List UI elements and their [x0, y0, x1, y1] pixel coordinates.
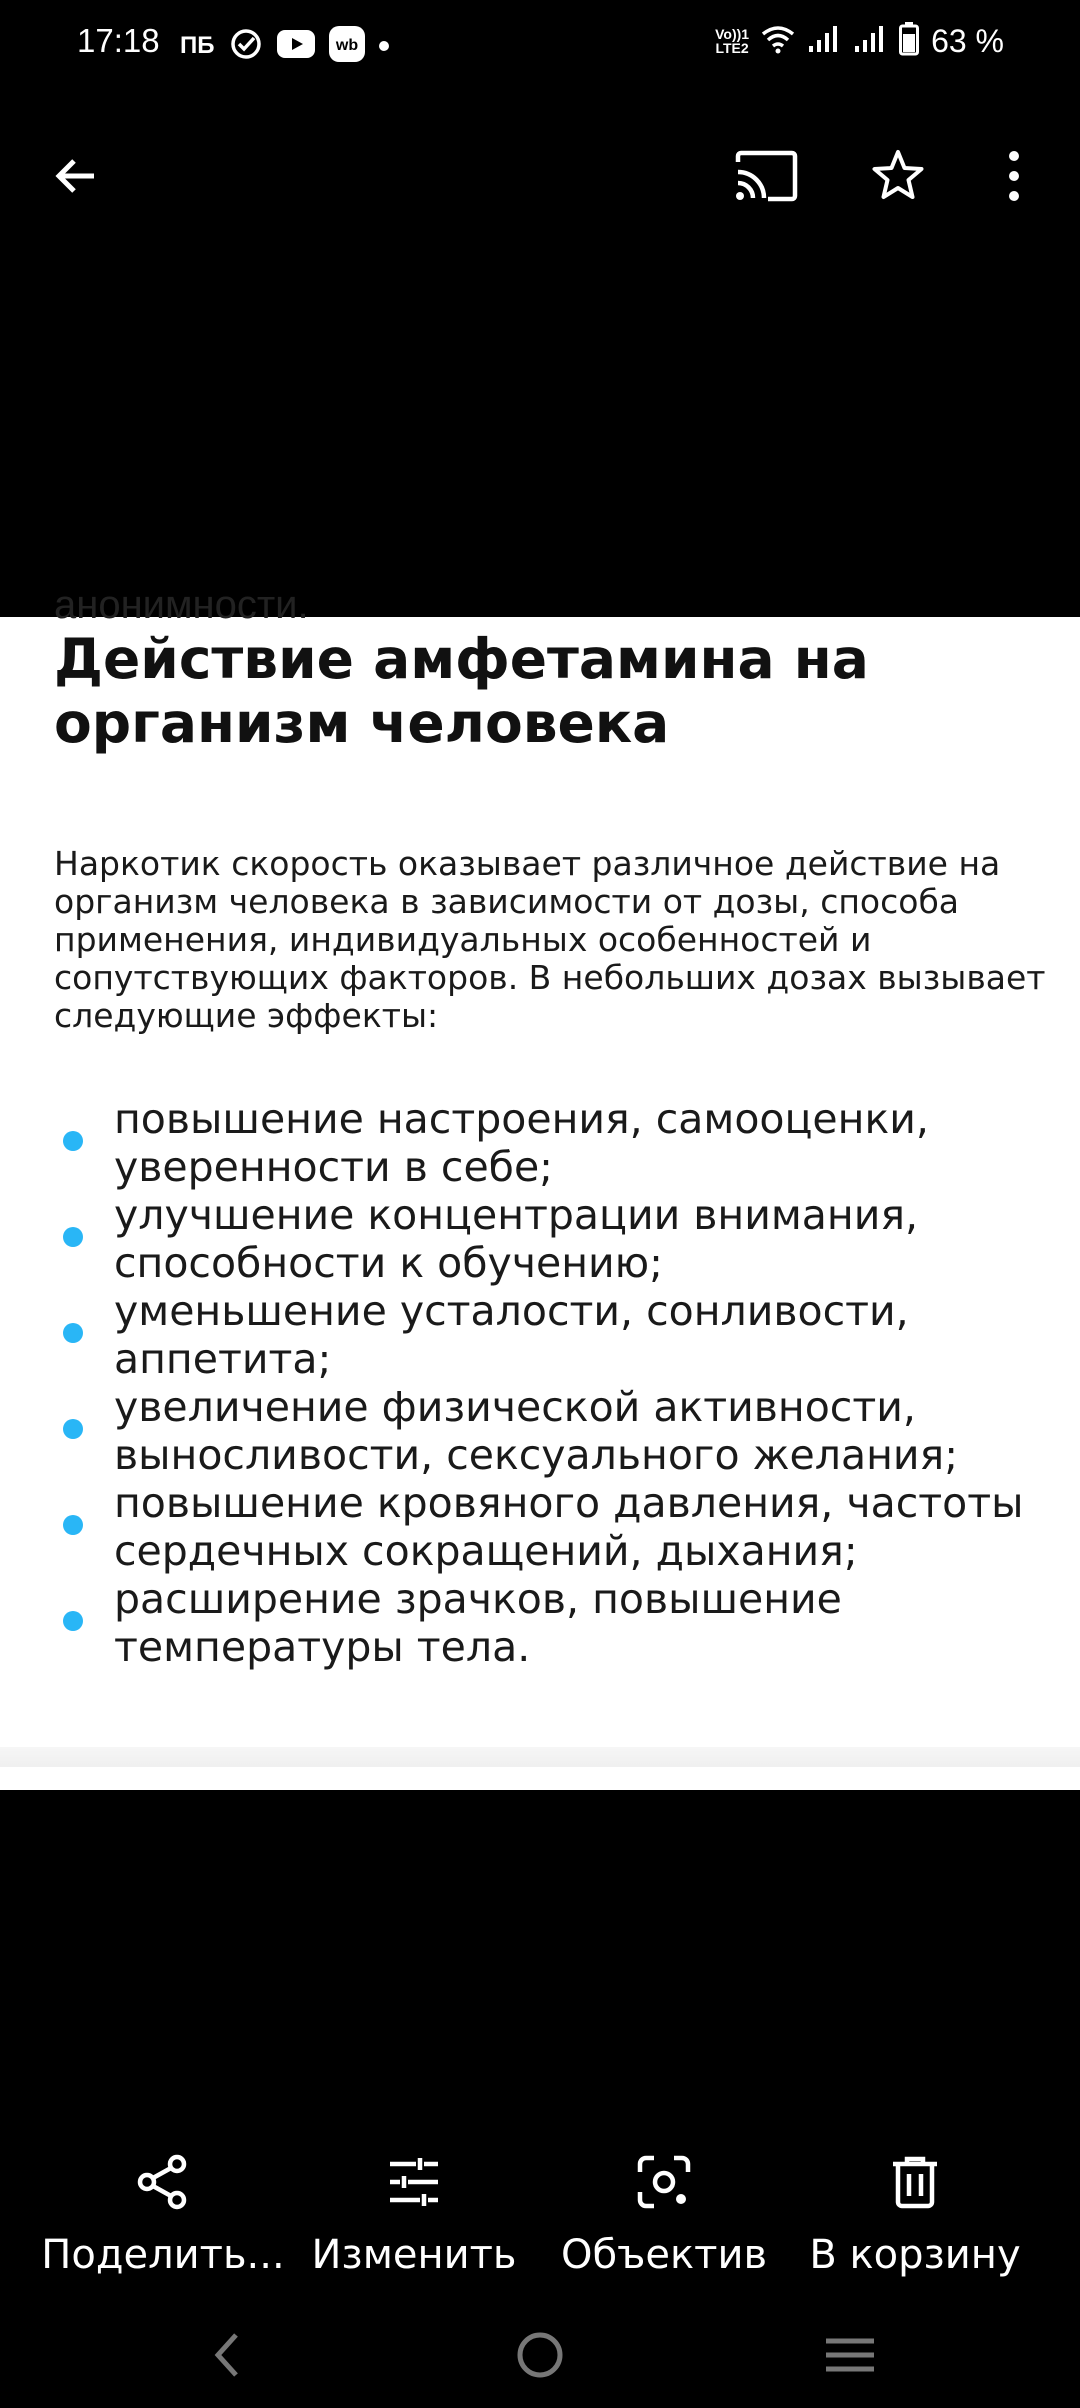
- nav-home-icon: [512, 2327, 568, 2383]
- nav-home-button[interactable]: [500, 2315, 580, 2395]
- photo-actions-bar: [0, 2150, 1080, 2290]
- edit-button[interactable]: [289, 2150, 539, 2278]
- trash-icon: [883, 2150, 947, 2214]
- photo-bottom-strip: [0, 1767, 1080, 1790]
- lens-label: Объектив: [560, 2232, 768, 2278]
- share-icon: [131, 2150, 195, 2214]
- youtube-icon: [277, 30, 315, 62]
- pb-app-icon: ПБ: [180, 32, 215, 59]
- nav-back-button[interactable]: [188, 2315, 268, 2395]
- edit-label: Изменить: [311, 2232, 517, 2278]
- signal-sim1-icon: [807, 24, 841, 58]
- favorite-button[interactable]: [862, 140, 934, 212]
- bullet-dot-icon: [63, 1131, 83, 1151]
- bullet-dot-icon: [63, 1227, 83, 1247]
- effects-list-item-text: уменьшение усталости, сонливости, аппетита;: [114, 1287, 909, 1383]
- more-options-button[interactable]: [978, 140, 1050, 212]
- effects-list-item: [54, 1383, 1064, 1479]
- more-notifications-dot-icon: [379, 41, 389, 51]
- cast-button[interactable]: [730, 140, 802, 212]
- effects-list-item: [54, 1575, 1064, 1671]
- notification-icons: [180, 26, 389, 66]
- system-status-icons: [715, 22, 1004, 60]
- more-vert-icon: [1004, 150, 1024, 202]
- signal-sim2-icon: [853, 24, 887, 58]
- google-lens-icon: [632, 2150, 696, 2214]
- trash-label: В корзину: [809, 2232, 1021, 2278]
- effects-list: [54, 1095, 1064, 1671]
- nav-back-icon: [208, 2327, 248, 2383]
- wb-app-icon: [329, 26, 365, 66]
- cast-icon: [734, 150, 798, 202]
- effects-list-item-text: увеличение физической активности, выносливости, сексуального желания;: [114, 1383, 959, 1479]
- status-bar: [0, 0, 1080, 90]
- bullet-dot-icon: [63, 1515, 83, 1535]
- effects-list-item-text: улучшение концентрации внимания, способности к обучению;: [114, 1191, 919, 1287]
- svg-text:wb: wb: [335, 37, 358, 54]
- wifi-icon: [761, 24, 795, 58]
- share-button[interactable]: [38, 2150, 288, 2278]
- bullet-dot-icon: [63, 1611, 83, 1631]
- share-label: Поделить...: [41, 2232, 285, 2278]
- photo-content[interactable]: [0, 583, 1080, 1790]
- effects-list-item: [54, 1095, 1064, 1191]
- effects-list-item-text: повышение кровяного давления, частоты сердечных сокращений, дыхания;: [114, 1479, 1024, 1575]
- volte-icon: Vo))1 LTE2: [715, 26, 750, 56]
- effects-list-item: [54, 1287, 1064, 1383]
- trash-button[interactable]: [790, 2150, 1040, 2278]
- article-paragraph: Наркотик скорость оказывает различное действие на организм человека в зависимости от дозы, способа применения, индивидуальных особенностей и сопутствующих факторов. В небольших дозах вызывает следующие эффекты:: [54, 844, 1046, 1035]
- nav-menu-icon: [822, 2335, 878, 2375]
- lens-button[interactable]: [539, 2150, 789, 2278]
- battery-icon: [899, 22, 919, 60]
- article-heading: Действие амфетамина на организм человека: [54, 627, 869, 755]
- cut-off-text: анонимности.: [54, 583, 309, 627]
- effects-list-item-text: расширение зрачков, повышение температуры тела.: [114, 1575, 842, 1671]
- star-outline-icon: [870, 148, 926, 204]
- nav-recents-button[interactable]: [810, 2315, 890, 2395]
- effects-list-item: [54, 1479, 1064, 1575]
- effects-list-item-text: повышение настроения, самооценки, уверенности в себе;: [114, 1095, 929, 1191]
- bullet-dot-icon: [63, 1419, 83, 1439]
- bullet-dot-icon: [63, 1323, 83, 1343]
- system-navigation-bar: [0, 2305, 1080, 2395]
- effects-list-item: [54, 1191, 1064, 1287]
- viewer-top-bar: [0, 130, 1080, 220]
- back-button[interactable]: [40, 140, 112, 212]
- tune-icon: [382, 2150, 446, 2214]
- battery-percent: 63 %: [931, 22, 1004, 59]
- status-time: 17:18: [77, 22, 160, 59]
- check-circle-icon: [229, 27, 263, 65]
- arrow-back-icon: [52, 152, 100, 200]
